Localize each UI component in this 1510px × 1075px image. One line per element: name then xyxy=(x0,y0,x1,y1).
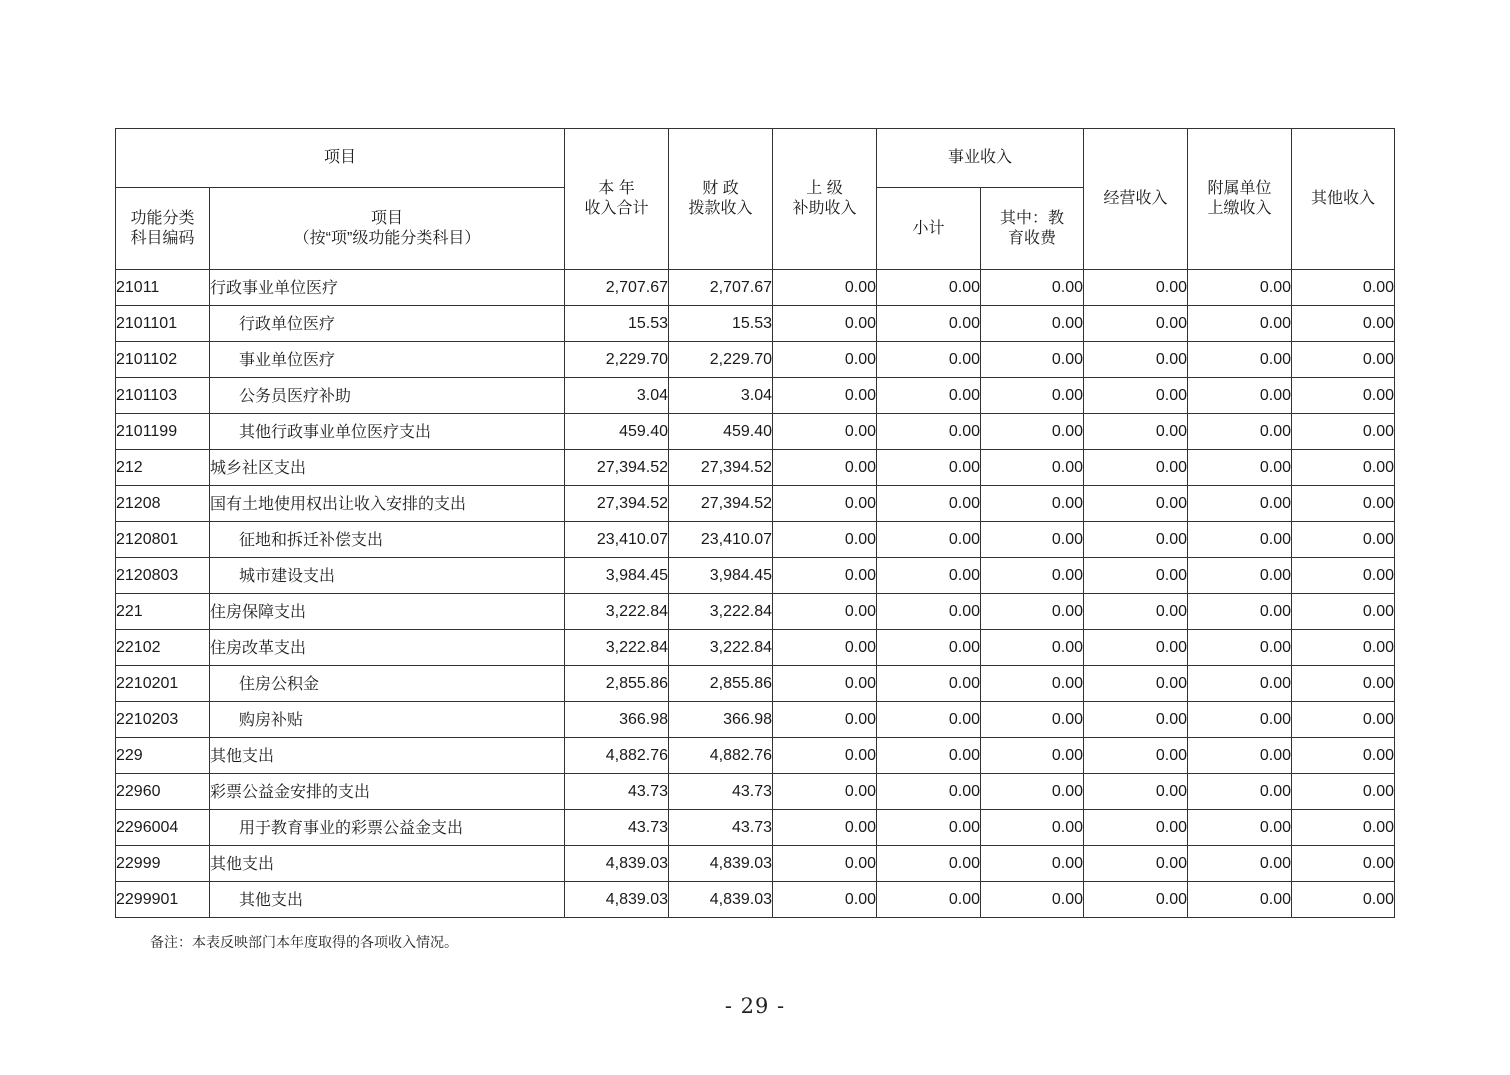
cell-amount: 0.00 xyxy=(981,774,1084,810)
cell-amount: 0.00 xyxy=(1292,738,1395,774)
cell-amount: 0.00 xyxy=(981,378,1084,414)
cell-amount: 0.00 xyxy=(981,630,1084,666)
cell-amount: 0.00 xyxy=(1188,486,1292,522)
cell-project-name: 其他支出 xyxy=(210,882,565,918)
cell-amount: 3,984.45 xyxy=(565,558,669,594)
cell-amount: 0.00 xyxy=(1292,630,1395,666)
cell-project-name: 彩票公益金安排的支出 xyxy=(210,774,565,810)
cell-project-name: 国有土地使用权出让收入安排的支出 xyxy=(210,486,565,522)
cell-project-name: 公务员医疗补助 xyxy=(210,378,565,414)
cell-project-name: 城乡社区支出 xyxy=(210,450,565,486)
cell-amount: 2,707.67 xyxy=(565,270,669,306)
cell-amount: 0.00 xyxy=(1292,342,1395,378)
cell-amount: 0.00 xyxy=(981,846,1084,882)
cell-amount: 15.53 xyxy=(565,306,669,342)
cell-amount: 0.00 xyxy=(981,702,1084,738)
cell-amount: 0.00 xyxy=(877,306,981,342)
header-fiscal: 财 政 拨款收入 xyxy=(669,129,773,270)
cell-amount: 0.00 xyxy=(773,630,877,666)
cell-project-name: 住房公积金 xyxy=(210,666,565,702)
cell-amount: 0.00 xyxy=(877,702,981,738)
cell-amount: 0.00 xyxy=(1292,702,1395,738)
cell-project-name: 其他支出 xyxy=(210,846,565,882)
cell-code: 2210203 xyxy=(116,702,210,738)
cell-amount: 0.00 xyxy=(877,486,981,522)
cell-amount: 0.00 xyxy=(773,522,877,558)
cell-amount: 27,394.52 xyxy=(565,450,669,486)
cell-amount: 0.00 xyxy=(1188,306,1292,342)
cell-amount: 0.00 xyxy=(877,774,981,810)
cell-amount: 0.00 xyxy=(773,774,877,810)
cell-project-name: 其他支出 xyxy=(210,738,565,774)
cell-amount: 0.00 xyxy=(773,306,877,342)
cell-project-name: 住房保障支出 xyxy=(210,594,565,630)
cell-amount: 0.00 xyxy=(1188,738,1292,774)
cell-amount: 0.00 xyxy=(1188,630,1292,666)
cell-amount: 0.00 xyxy=(1084,270,1188,306)
cell-code: 2101103 xyxy=(116,378,210,414)
cell-amount: 3,222.84 xyxy=(565,594,669,630)
cell-amount: 0.00 xyxy=(1188,810,1292,846)
cell-amount: 0.00 xyxy=(1084,306,1188,342)
cell-amount: 0.00 xyxy=(1292,486,1395,522)
cell-amount: 0.00 xyxy=(877,846,981,882)
cell-project-name: 其他行政事业单位医疗支出 xyxy=(210,414,565,450)
cell-amount: 0.00 xyxy=(981,738,1084,774)
cell-project-name: 用于教育事业的彩票公益金支出 xyxy=(210,810,565,846)
cell-code: 2299901 xyxy=(116,882,210,918)
cell-amount: 43.73 xyxy=(669,810,773,846)
cell-amount: 4,839.03 xyxy=(669,882,773,918)
cell-amount: 366.98 xyxy=(565,702,669,738)
cell-amount: 4,882.76 xyxy=(669,738,773,774)
cell-amount: 0.00 xyxy=(1084,630,1188,666)
table-row xyxy=(116,882,1395,918)
cell-amount: 0.00 xyxy=(1188,270,1292,306)
cell-amount: 0.00 xyxy=(1084,486,1188,522)
cell-project-name: 住房改革支出 xyxy=(210,630,565,666)
cell-amount: 2,707.67 xyxy=(669,270,773,306)
table-row xyxy=(116,450,1395,486)
cell-amount: 0.00 xyxy=(1292,414,1395,450)
cell-amount: 0.00 xyxy=(1292,846,1395,882)
cell-amount: 0.00 xyxy=(1292,774,1395,810)
cell-code: 22960 xyxy=(116,774,210,810)
cell-amount: 43.73 xyxy=(565,774,669,810)
cell-amount: 4,839.03 xyxy=(669,846,773,882)
table-row xyxy=(116,486,1395,522)
cell-amount: 0.00 xyxy=(1188,450,1292,486)
cell-amount: 43.73 xyxy=(669,774,773,810)
page-number: - 29 - xyxy=(724,994,786,1018)
cell-amount: 0.00 xyxy=(1084,738,1188,774)
cell-amount: 0.00 xyxy=(1292,810,1395,846)
cell-amount: 0.00 xyxy=(1084,702,1188,738)
cell-amount: 0.00 xyxy=(1188,342,1292,378)
cell-project-name: 行政单位医疗 xyxy=(210,306,565,342)
cell-project-name: 城市建设支出 xyxy=(210,558,565,594)
cell-amount: 0.00 xyxy=(1292,378,1395,414)
cell-code: 21208 xyxy=(116,486,210,522)
table-header xyxy=(116,129,1395,270)
cell-amount: 0.00 xyxy=(1188,594,1292,630)
table-row xyxy=(116,306,1395,342)
cell-code: 2210201 xyxy=(116,666,210,702)
cell-amount: 0.00 xyxy=(877,630,981,666)
table-row xyxy=(116,666,1395,702)
cell-amount: 0.00 xyxy=(1188,378,1292,414)
cell-amount: 0.00 xyxy=(1084,522,1188,558)
table-row xyxy=(116,702,1395,738)
header-other: 其他收入 xyxy=(1292,129,1395,270)
cell-amount: 0.00 xyxy=(981,882,1084,918)
table-row xyxy=(116,738,1395,774)
cell-amount: 0.00 xyxy=(773,846,877,882)
header-total: 本 年 收入合计 xyxy=(565,129,669,270)
cell-project-name: 事业单位医疗 xyxy=(210,342,565,378)
header-subtotal: 小计 xyxy=(877,188,981,270)
cell-project-name: 征地和拆迁补偿支出 xyxy=(210,522,565,558)
cell-amount: 0.00 xyxy=(877,378,981,414)
cell-amount: 0.00 xyxy=(1188,882,1292,918)
table-row xyxy=(116,342,1395,378)
cell-amount: 0.00 xyxy=(773,558,877,594)
income-table-container xyxy=(115,128,1394,918)
cell-amount: 459.40 xyxy=(669,414,773,450)
cell-amount: 0.00 xyxy=(773,378,877,414)
cell-amount: 0.00 xyxy=(1292,882,1395,918)
cell-amount: 3,222.84 xyxy=(669,630,773,666)
cell-amount: 4,839.03 xyxy=(565,846,669,882)
cell-amount: 0.00 xyxy=(773,342,877,378)
cell-amount: 27,394.52 xyxy=(565,486,669,522)
cell-amount: 0.00 xyxy=(1084,810,1188,846)
header-edu-fee: 其中：教 育收费 xyxy=(981,188,1084,270)
table-row xyxy=(116,378,1395,414)
cell-amount: 0.00 xyxy=(773,486,877,522)
income-table xyxy=(115,128,1395,918)
cell-amount: 0.00 xyxy=(1292,594,1395,630)
cell-amount: 0.00 xyxy=(773,270,877,306)
cell-amount: 0.00 xyxy=(1188,774,1292,810)
table-body xyxy=(116,270,1395,918)
cell-amount: 4,839.03 xyxy=(565,882,669,918)
header-affiliated: 附属单位 上缴收入 xyxy=(1188,129,1292,270)
cell-amount: 0.00 xyxy=(773,414,877,450)
table-row xyxy=(116,810,1395,846)
cell-amount: 3,984.45 xyxy=(669,558,773,594)
table-row xyxy=(116,846,1395,882)
cell-amount: 0.00 xyxy=(1292,558,1395,594)
cell-amount: 0.00 xyxy=(773,594,877,630)
cell-amount: 0.00 xyxy=(773,882,877,918)
table-row xyxy=(116,630,1395,666)
header-project: 项目 xyxy=(116,129,565,188)
header-superior: 上 级 补助收入 xyxy=(773,129,877,270)
cell-amount: 0.00 xyxy=(1292,306,1395,342)
cell-amount: 459.40 xyxy=(565,414,669,450)
cell-amount: 4,882.76 xyxy=(565,738,669,774)
cell-amount: 23,410.07 xyxy=(669,522,773,558)
cell-amount: 0.00 xyxy=(877,810,981,846)
cell-amount: 0.00 xyxy=(981,558,1084,594)
cell-amount: 0.00 xyxy=(981,522,1084,558)
cell-amount: 0.00 xyxy=(773,666,877,702)
cell-amount: 0.00 xyxy=(1292,522,1395,558)
cell-amount: 15.53 xyxy=(669,306,773,342)
cell-amount: 2,855.86 xyxy=(669,666,773,702)
cell-amount: 0.00 xyxy=(877,558,981,594)
cell-code: 2101199 xyxy=(116,414,210,450)
cell-amount: 0.00 xyxy=(981,306,1084,342)
cell-amount: 366.98 xyxy=(669,702,773,738)
cell-code: 2296004 xyxy=(116,810,210,846)
table-note: 备注：本表反映部门本年度取得的各项收入情况。 xyxy=(150,935,458,951)
cell-amount: 0.00 xyxy=(1084,774,1188,810)
cell-amount: 0.00 xyxy=(877,594,981,630)
cell-amount: 0.00 xyxy=(877,738,981,774)
cell-amount: 0.00 xyxy=(1188,702,1292,738)
cell-amount: 43.73 xyxy=(565,810,669,846)
cell-code: 2101101 xyxy=(116,306,210,342)
header-business: 事业收入 xyxy=(877,129,1084,188)
cell-amount: 0.00 xyxy=(981,270,1084,306)
table-row xyxy=(116,558,1395,594)
cell-amount: 0.00 xyxy=(877,414,981,450)
cell-amount: 27,394.52 xyxy=(669,486,773,522)
cell-amount: 0.00 xyxy=(981,810,1084,846)
header-func-code: 功能分类 科目编码 xyxy=(116,188,210,270)
cell-amount: 0.00 xyxy=(877,450,981,486)
cell-amount: 0.00 xyxy=(877,522,981,558)
cell-amount: 0.00 xyxy=(1188,522,1292,558)
cell-amount: 23,410.07 xyxy=(565,522,669,558)
cell-amount: 0.00 xyxy=(773,702,877,738)
cell-code: 22102 xyxy=(116,630,210,666)
cell-amount: 0.00 xyxy=(1188,414,1292,450)
cell-project-name: 行政事业单位医疗 xyxy=(210,270,565,306)
cell-code: 2120801 xyxy=(116,522,210,558)
cell-amount: 0.00 xyxy=(1084,666,1188,702)
table-row xyxy=(116,414,1395,450)
cell-amount: 0.00 xyxy=(877,270,981,306)
cell-amount: 0.00 xyxy=(877,666,981,702)
cell-amount: 0.00 xyxy=(773,810,877,846)
cell-amount: 0.00 xyxy=(1188,558,1292,594)
header-operating: 经营收入 xyxy=(1084,129,1188,270)
table-row xyxy=(116,594,1395,630)
cell-amount: 0.00 xyxy=(877,882,981,918)
cell-amount: 0.00 xyxy=(981,666,1084,702)
cell-amount: 0.00 xyxy=(1084,846,1188,882)
cell-code: 21011 xyxy=(116,270,210,306)
cell-amount: 0.00 xyxy=(877,342,981,378)
table-row xyxy=(116,774,1395,810)
cell-amount: 2,229.70 xyxy=(565,342,669,378)
cell-amount: 0.00 xyxy=(1084,558,1188,594)
cell-amount: 0.00 xyxy=(981,450,1084,486)
cell-amount: 2,855.86 xyxy=(565,666,669,702)
cell-amount: 0.00 xyxy=(1188,666,1292,702)
cell-amount: 3.04 xyxy=(669,378,773,414)
cell-code: 22999 xyxy=(116,846,210,882)
cell-amount: 0.00 xyxy=(1292,666,1395,702)
cell-amount: 0.00 xyxy=(1084,882,1188,918)
cell-amount: 0.00 xyxy=(1292,270,1395,306)
cell-project-name: 购房补贴 xyxy=(210,702,565,738)
cell-amount: 0.00 xyxy=(1084,378,1188,414)
cell-amount: 0.00 xyxy=(981,414,1084,450)
cell-amount: 0.00 xyxy=(773,738,877,774)
cell-amount: 0.00 xyxy=(981,342,1084,378)
cell-amount: 0.00 xyxy=(773,450,877,486)
cell-amount: 0.00 xyxy=(1084,414,1188,450)
cell-amount: 3.04 xyxy=(565,378,669,414)
cell-amount: 0.00 xyxy=(981,594,1084,630)
cell-code: 2120803 xyxy=(116,558,210,594)
cell-amount: 27,394.52 xyxy=(669,450,773,486)
table-row xyxy=(116,270,1395,306)
cell-code: 229 xyxy=(116,738,210,774)
cell-amount: 0.00 xyxy=(1292,450,1395,486)
header-project-sub: 项目 （按“项”级功能分类科目） xyxy=(210,188,565,270)
cell-amount: 0.00 xyxy=(1084,594,1188,630)
cell-amount: 0.00 xyxy=(1084,450,1188,486)
cell-amount: 0.00 xyxy=(981,486,1084,522)
table-row xyxy=(116,522,1395,558)
cell-code: 221 xyxy=(116,594,210,630)
cell-code: 2101102 xyxy=(116,342,210,378)
cell-code: 212 xyxy=(116,450,210,486)
cell-amount: 0.00 xyxy=(1084,342,1188,378)
cell-amount: 2,229.70 xyxy=(669,342,773,378)
cell-amount: 3,222.84 xyxy=(669,594,773,630)
cell-amount: 3,222.84 xyxy=(565,630,669,666)
cell-amount: 0.00 xyxy=(1188,846,1292,882)
